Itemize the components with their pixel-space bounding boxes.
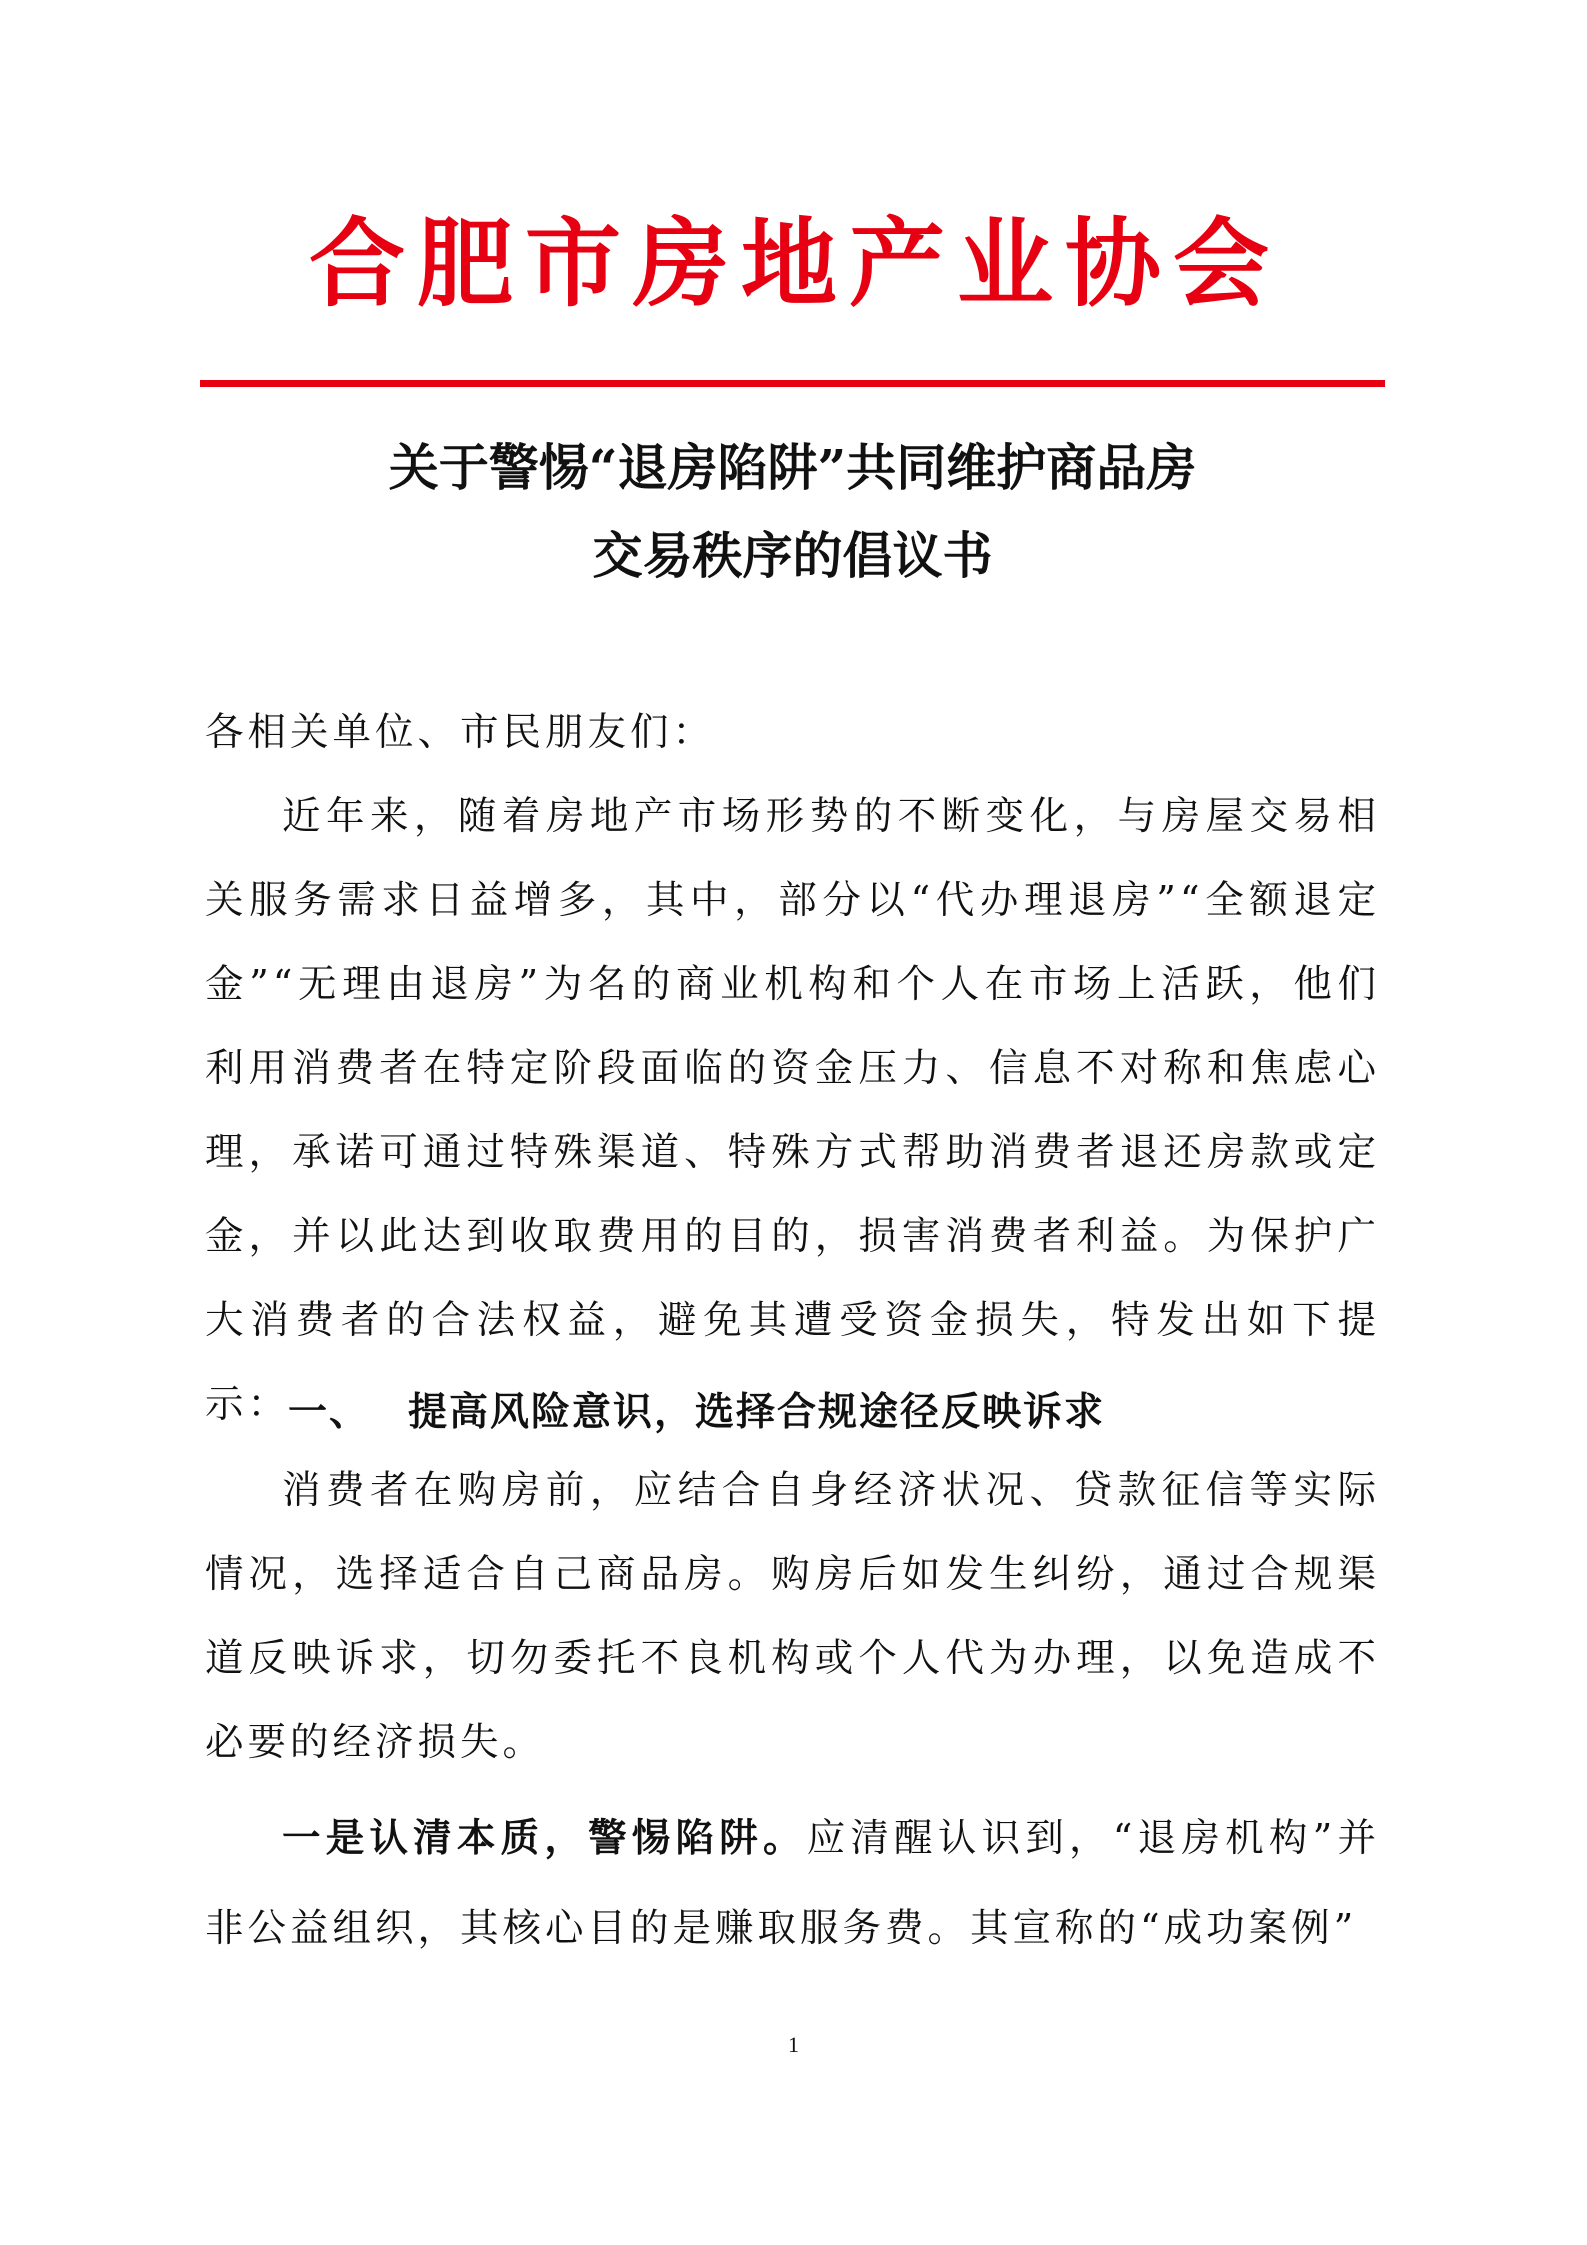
letterhead-divider bbox=[200, 380, 1385, 387]
section-heading bbox=[288, 1385, 1105, 1441]
document-title-line-1: 关于警惕“退房陷阱”共同维护商品房 bbox=[388, 438, 1197, 497]
point-lead: 一是认清本质，警惕陷阱。 bbox=[282, 1816, 807, 1861]
point-text: 应清醒认识到，“退房机构”并非公益组织，其核心目的是赚取服务费。其宣称的“成功案例” bbox=[205, 1816, 1380, 1951]
page-number: 1 bbox=[788, 2032, 799, 2057]
organization-letterhead: 合肥市房地产业协会 bbox=[309, 207, 1281, 320]
section-heading-text: 提高风险意识，选择合规途径反映诉求 bbox=[408, 1390, 1106, 1435]
section-number: 一、 bbox=[288, 1390, 371, 1435]
salutation: 各相关单位、市民朋友们： bbox=[205, 710, 716, 755]
intro-paragraph: 近年来，随着房地产市场形势的不断变化，与房屋交易相关服务需求日益增多，其中，部分以“代办理退房”“全额退定金”“无理由退房”为名的商业机构和个人在市场上活跃，他们利用消费者在特定阶段面临的资金压力、信息不对称和焦虑心理，承诺可通过特殊渠道、特殊方式帮助消费者退还房款或定金，并以此达到收取费用的目的，损害消费者利益。为保护广大消费者的合法权益，避免其遭受资金损失，特发出如下提示： bbox=[205, 794, 1380, 1427]
point-paragraph bbox=[205, 1794, 1380, 1974]
document-title-line-2: 交易秩序的倡议书 bbox=[592, 526, 993, 585]
section-paragraph: 消费者在购房前，应结合自身经济状况、贷款征信等实际情况，选择适合自己商品房。购房后如发生纠纷，通过合规渠道反映诉求，切勿委托不良机构或个人代为办理，以免造成不必要的经济损失。 bbox=[205, 1468, 1380, 1765]
